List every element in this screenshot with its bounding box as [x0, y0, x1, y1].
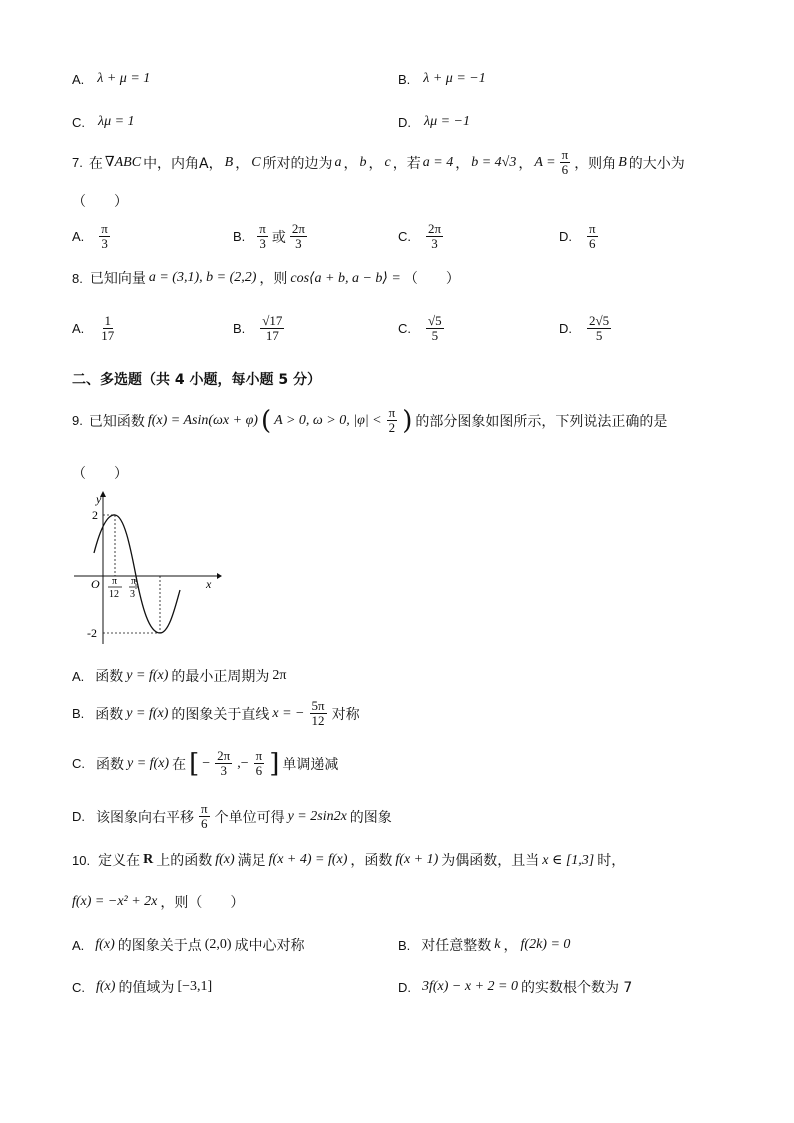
option-text: 该图象向右平移	[96, 809, 194, 826]
option-text: 函数	[96, 756, 124, 773]
numerator: π	[589, 221, 596, 236]
math-expr: 3f(x) − x + 2 = 0	[422, 979, 518, 994]
stem-text: 在	[88, 155, 103, 172]
option-label: C.	[72, 979, 85, 995]
option-label: C.	[398, 321, 411, 336]
numerator: π	[201, 801, 208, 816]
y-min-label: -2	[87, 626, 97, 640]
math-expr: f(x) = −x² + 2x	[72, 894, 158, 909]
fraction	[215, 749, 232, 778]
numerator: 1	[104, 313, 112, 328]
stem-text: 满足	[237, 853, 266, 869]
denominator: 5	[431, 328, 439, 343]
question-number: 9.	[72, 413, 83, 428]
tick1-den: 12	[109, 589, 119, 600]
left-bracket: [	[189, 748, 200, 779]
tick2-den: 3	[130, 589, 135, 600]
q9-option-b	[72, 699, 360, 728]
question-number: 10.	[72, 852, 91, 868]
option-label: B.	[233, 229, 246, 244]
stem-text: 的大小为	[628, 155, 685, 172]
math-expr: x ∈ [1,3]	[542, 852, 595, 868]
y-max-label: 2	[92, 508, 98, 522]
x-axis-arrow	[217, 573, 222, 579]
math-var: C	[251, 154, 261, 170]
option-label: C.	[398, 229, 411, 244]
real-set-symbol: R	[143, 852, 154, 867]
math-expr: f(x)	[215, 852, 235, 867]
math-expr: f(2k) = 0	[520, 937, 571, 952]
stem-text: 已知函数	[88, 413, 145, 430]
q10-option-b	[398, 935, 570, 955]
condition: A > 0, ω > 0, |φ| <	[274, 412, 382, 428]
numerator: 5π	[311, 698, 325, 713]
q8-stem	[72, 268, 460, 288]
option-label: D.	[398, 114, 411, 130]
math-expr: a = 4	[422, 154, 454, 170]
q7-option-a	[72, 222, 112, 251]
math-expr: f(x)	[95, 937, 115, 952]
denominator: 6	[201, 816, 208, 831]
numerator: π	[101, 221, 108, 236]
math-expr: 2π	[272, 668, 287, 683]
stem-text: 的部分图象如图所示，下列说法正确的是	[415, 413, 668, 430]
question-number: 8.	[72, 270, 83, 286]
answer-paren: （ ）	[403, 271, 460, 287]
math-expr: (2,0)	[204, 937, 232, 952]
option-label: D.	[559, 321, 572, 336]
q10-stem-line2	[72, 892, 244, 912]
option-label: C.	[72, 756, 85, 771]
math-var: k	[494, 937, 501, 952]
section-title: 二、多选题（共 4 小题，每小题 5 分）	[72, 372, 321, 388]
q6-option-d	[398, 114, 470, 130]
option-text: 成中心对称	[234, 938, 305, 954]
stem-text: 所对的边为	[262, 155, 333, 172]
q10-option-c	[72, 977, 212, 997]
cos-expr: cos⟨a + b, a − b⟩ =	[290, 270, 401, 286]
numerator: π	[561, 147, 569, 162]
q8-option-a	[72, 314, 118, 343]
stem-text: ，	[343, 155, 358, 172]
option-label: C.	[72, 114, 85, 130]
q10-stem	[72, 850, 625, 870]
numerator: π	[388, 405, 396, 420]
option-text: 对任意整数	[421, 938, 492, 954]
math-expr: f(x + 1)	[395, 852, 439, 867]
numerator: √17	[262, 313, 283, 328]
y-axis-label: y	[96, 492, 102, 506]
denominator: 6	[255, 763, 263, 778]
q8-option-b	[233, 314, 286, 343]
tick1-num: π	[112, 576, 118, 587]
sine-graph	[72, 490, 222, 645]
denominator: 3	[101, 236, 108, 251]
question-number: 7.	[72, 155, 83, 170]
numerator: π	[259, 221, 266, 236]
q6-option-b	[398, 71, 486, 87]
stem-text: ，若	[392, 155, 421, 172]
denominator: 3	[220, 763, 227, 778]
denominator: 6	[561, 162, 569, 177]
fraction	[260, 314, 284, 343]
right-bracket: ]	[269, 748, 280, 779]
fraction	[99, 222, 110, 251]
x-axis-label: x	[206, 577, 212, 591]
numerator: 2π	[291, 221, 305, 236]
denominator: 3	[259, 236, 266, 251]
option-text: 单调递减	[282, 756, 339, 773]
math-expr: −	[202, 755, 211, 771]
option-text: ，	[503, 938, 518, 954]
fraction	[387, 406, 398, 435]
q7-option-c	[398, 222, 445, 251]
option-text: 的最小正周期为	[171, 669, 270, 685]
stem-text: ，则	[259, 271, 288, 287]
option-text: 的图象关于直线	[171, 706, 270, 723]
q10-option-a	[72, 935, 305, 955]
option-label: B.	[72, 706, 85, 721]
math-expr: f(x + 4) = f(x)	[268, 852, 348, 867]
numerator: √5	[428, 313, 442, 328]
option-text: 的图象关于点	[117, 938, 202, 954]
option-text: 的值域为	[118, 980, 175, 996]
left-paren: (	[260, 405, 272, 436]
option-label: A.	[72, 668, 85, 684]
math-expr: ,−	[237, 755, 249, 771]
tick2-num: π	[131, 576, 137, 587]
stem-text: ，	[518, 155, 533, 172]
option-text: λ + μ = 1	[97, 71, 151, 86]
fraction	[99, 314, 116, 343]
option-text: 函数	[95, 706, 124, 723]
math-expr: b = 4√3	[471, 154, 517, 170]
stem-text: ，	[235, 155, 250, 172]
option-text: λ + μ = −1	[423, 71, 486, 86]
option-text: λμ = 1	[98, 114, 135, 129]
stem-text: ，函数	[350, 853, 393, 869]
denominator: 3	[295, 236, 302, 251]
option-text: 对称	[331, 706, 360, 723]
q6-option-a	[72, 71, 150, 87]
denominator: 5	[595, 328, 603, 343]
fraction	[199, 802, 210, 831]
sine-curve	[94, 515, 180, 633]
math-expr: A =	[534, 154, 556, 170]
stem-text: 时，	[597, 853, 626, 869]
fraction	[254, 749, 265, 778]
stem-text: ，	[455, 155, 470, 172]
option-label: D.	[398, 979, 411, 995]
answer-paren: （ ）	[72, 194, 128, 210]
math-var: a	[334, 154, 342, 170]
math-expr: y = f(x)	[127, 755, 170, 771]
fraction	[257, 222, 268, 251]
option-text: λμ = −1	[424, 114, 470, 129]
math-var: c	[384, 154, 391, 170]
option-label: B.	[398, 937, 411, 953]
or-text: 或	[271, 229, 286, 246]
q6-option-c	[72, 114, 135, 130]
stem-text: 已知向量	[89, 271, 146, 287]
q7-option-d	[559, 222, 600, 251]
option-label: B.	[233, 321, 246, 336]
denominator: 6	[589, 236, 596, 251]
fraction	[426, 222, 443, 251]
stem-text: 为偶函数，且当	[441, 853, 540, 869]
q8-option-d	[559, 314, 613, 343]
vector-def: a = (3,1), b = (2,2)	[148, 270, 257, 285]
q10-option-d	[398, 977, 632, 997]
option-text: 函数	[95, 669, 124, 685]
option-text: 在	[172, 756, 187, 773]
math-expr: [−3,1]	[177, 979, 213, 994]
right-paren: )	[402, 405, 413, 436]
q8-option-c	[398, 314, 446, 343]
option-label: D.	[559, 229, 572, 244]
fraction	[587, 222, 598, 251]
origin-label: O	[91, 577, 100, 591]
math-expr: y = f(x)	[126, 668, 169, 683]
math-expr: x = −	[272, 705, 305, 721]
numerator: 2π	[428, 221, 442, 236]
math-var: B	[618, 154, 627, 170]
stem-text: ，则角	[574, 155, 617, 172]
stem-text: ，则（ ）	[160, 895, 245, 911]
option-text: 的实数根个数为 7	[520, 980, 633, 996]
denominator: 2	[388, 420, 396, 435]
math-expr: y = f(x)	[126, 705, 169, 721]
q9-stem	[72, 406, 667, 435]
option-label: A.	[72, 71, 85, 87]
function-def: f(x) = Asin(ωx + φ)	[147, 412, 258, 428]
denominator: 17	[265, 328, 279, 343]
denominator: 3	[431, 236, 438, 251]
math-expr: y = 2sin2x	[287, 808, 347, 824]
fraction	[310, 699, 327, 728]
option-label: A.	[72, 937, 85, 953]
fraction	[290, 222, 307, 251]
stem-text: 中，内角A，	[143, 155, 223, 172]
option-label: D.	[72, 809, 85, 824]
stem-text: 定义在	[98, 853, 141, 869]
option-label: A.	[72, 321, 85, 336]
option-label: B.	[398, 71, 411, 87]
fraction	[587, 314, 611, 343]
option-text: 的图象	[349, 809, 392, 826]
option-label: A.	[72, 229, 85, 244]
q9-option-c	[72, 749, 338, 778]
math-expr: f(x)	[96, 979, 116, 994]
q7-option-b	[233, 222, 309, 251]
numerator: 2√5	[589, 313, 610, 328]
stem-text: 上的函数	[156, 853, 213, 869]
fraction	[426, 314, 444, 343]
math-var: b	[359, 154, 367, 170]
denominator: 12	[311, 713, 325, 728]
math-var: B	[224, 154, 234, 170]
numerator: 2π	[217, 748, 231, 763]
answer-paren: （ ）	[72, 466, 128, 482]
stem-text: ，	[368, 155, 383, 172]
denominator: 17	[101, 328, 115, 343]
q7-stem	[72, 148, 685, 177]
triangle-symbol: ∇ABC	[104, 155, 142, 170]
fraction	[560, 148, 571, 177]
q9-option-a	[72, 666, 286, 686]
q9-option-d	[72, 802, 392, 831]
option-text: 个单位可得	[214, 809, 285, 826]
numerator: π	[255, 748, 263, 763]
